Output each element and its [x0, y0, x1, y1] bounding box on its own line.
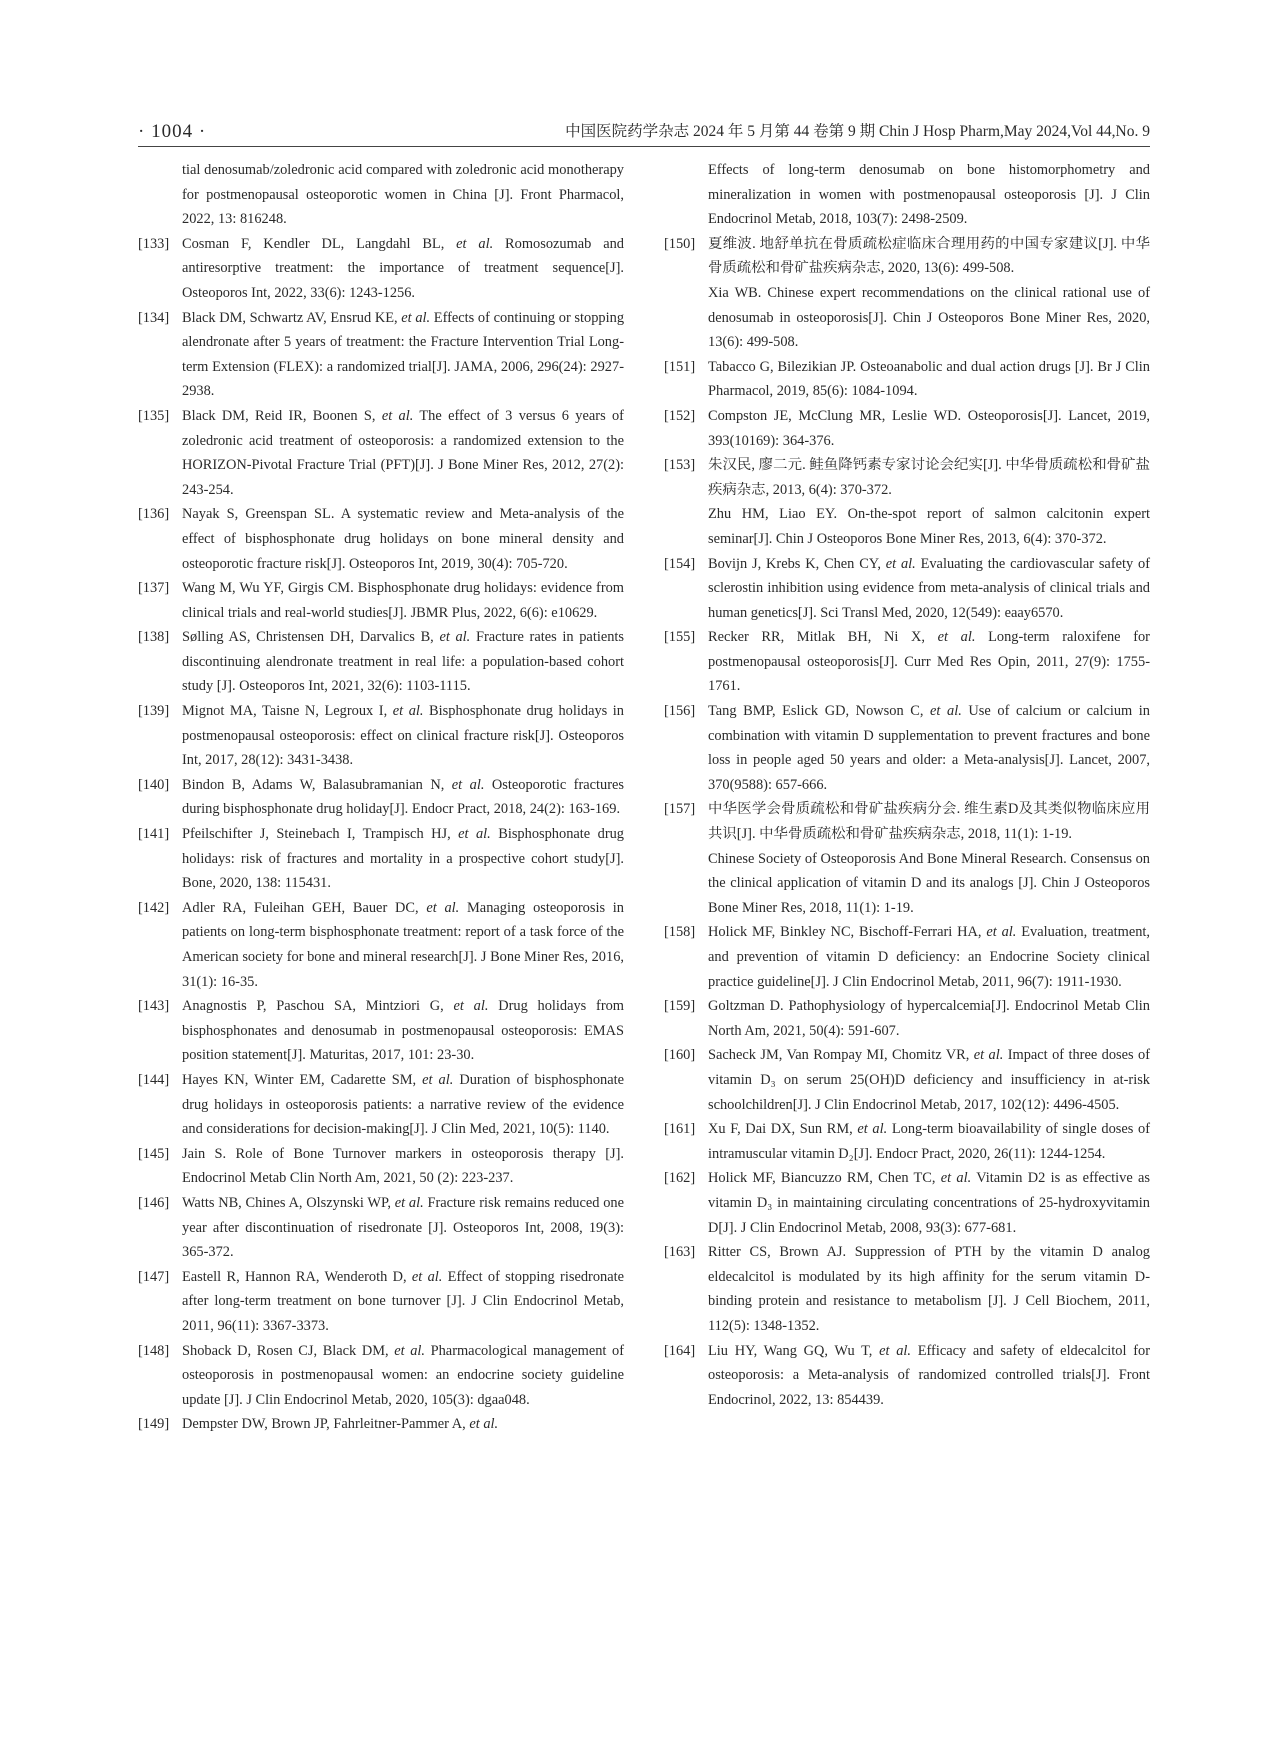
reference-number: [145] — [138, 1145, 170, 1162]
reference-text: Liu HY, Wang GQ, Wu T, et al. Efficacy and safety of eldecalcitol for osteoporosis: a Meta-analysis of randomized controlled trials[J]. Front Endocrinol, 2022, 13: 854439. — [708, 1342, 1150, 1408]
reference-item — [138, 625, 624, 699]
reference-item — [664, 232, 1150, 281]
reference-item — [138, 1412, 624, 1437]
reference-item — [664, 355, 1150, 404]
reference-item — [664, 797, 1150, 846]
right-column — [664, 158, 1150, 1412]
reference-number: [151] — [664, 358, 696, 375]
reference-item — [664, 1339, 1150, 1413]
reference-english-translation: Xia WB. Chinese expert recommendations on the clinical rational use of denosumab in osteoporosis[J]. Chin J Osteoporos Bone Miner Res, 2020, 13(6): 499-508. — [708, 284, 1150, 351]
reference-text: 夏维波. 地舒单抗在骨质疏松症临床合理用药的中国专家建议[J]. 中华骨质疏松和骨矿盐疾病杂志, 2020, 13(6): 499-508. — [708, 235, 1150, 277]
reference-text: Watts NB, Chines A, Olszynski WP, et al. Fracture risk remains reduced one year after discontinuation of risedronate [J]. Osteoporos Int, 2008, 19(3): 365-372. — [182, 1194, 624, 1261]
reference-list — [138, 232, 624, 1437]
reference-text: Dempster DW, Brown JP, Fahrleitner-Pammer A, et al. — [182, 1416, 499, 1433]
reference-number: [144] — [138, 1071, 170, 1088]
reference-number: [156] — [664, 703, 696, 720]
reference-item — [138, 1191, 624, 1265]
reference-text: Ritter CS, Brown AJ. Suppression of PTH by the vitamin D analog eldecalcitol is modulated by its high affinity for the serum vitamin D-binding protein and resistance to metabolism [J]. J Cell Biochem, 2011, 112(5): 1348-1352. — [708, 1244, 1150, 1334]
reference-number: [155] — [664, 629, 696, 646]
reference-text: Wang M, Wu YF, Girgis CM. Bisphosphonate drug holidays: evidence from clinical trials and real-world studies[J]. JBMR Plus, 2022, 6(6): e10629. — [182, 580, 624, 621]
reference-item — [138, 1142, 624, 1191]
reference-text: Holick MF, Biancuzzo RM, Chen TC, et al. Vitamin D2 is as effective as vitamin D₃ in maintaining circulating concentrations of 25-hydroxyvitamin D[J]. J Clin Endocrinol Metab, 2008, 93(3): 677-681. — [708, 1170, 1150, 1236]
reference-item — [664, 1166, 1150, 1240]
reference-number: [148] — [138, 1342, 170, 1359]
reference-item — [138, 502, 624, 576]
reference-text: Holick MF, Binkley NC, Bischoff-Ferrari HA, et al. Evaluation, treatment, and prevention of vitamin D deficiency: an Endocrine Society clinical practice guideline[J]. J Clin Endocrinol Metab, 2011, 96(7): 1911-1930. — [708, 924, 1150, 990]
reference-number: [154] — [664, 555, 696, 572]
reference-item — [138, 1265, 624, 1339]
reference-item — [138, 822, 624, 896]
reference-number: [138] — [138, 629, 170, 646]
reference-number: [164] — [664, 1342, 696, 1359]
reference-number: [157] — [664, 801, 696, 818]
reference-number: [140] — [138, 776, 170, 793]
reference-list — [664, 232, 1150, 1413]
reference-number: [149] — [138, 1416, 170, 1433]
reference-text: Mignot MA, Taisne N, Legroux I, et al. Bisphosphonate drug holidays in postmenopausal osteoporosis: effect on clinical fracture risk[J]. Osteoporos Int, 2017, 28(12): 3431-3438. — [182, 703, 625, 769]
reference-item — [664, 1240, 1150, 1338]
reference-english-translation: Chinese Society of Osteoporosis And Bone Mineral Research. Consensus on the clinical application of vitamin D and its analogs [J]. Chin J Osteoporos Bone Miner Res, 2018, 11(1): 1-19. — [708, 850, 1150, 916]
reference-item — [664, 404, 1150, 453]
reference-number: [159] — [664, 998, 696, 1015]
reference-number: [141] — [138, 826, 170, 843]
reference-text: 中华医学会骨质疏松和骨矿盐疾病分会. 维生素D及其类似物临床应用共识[J]. 中华骨质疏松和骨矿盐疾病杂志, 2018, 11(1): 1-19. — [708, 801, 1150, 843]
reference-text: Anagnostis P, Paschou SA, Mintziori G, et al. Drug holidays from bisphosphonates and denosumab in postmenopausal osteoporosis: EMAS position statement[J]. Maturitas, 2017, 101: 23-30. — [182, 998, 624, 1064]
reference-item — [138, 699, 624, 773]
reference-text: Sølling AS, Christensen DH, Darvalics B, et al. Fracture rates in patients discontinuing alendronate treatment in real life: a population-based cohort study [J]. Osteoporos Int, 2021, 32(6): 1103-1115. — [182, 629, 624, 695]
reference-number: [139] — [138, 703, 170, 720]
reference-text: Shoback D, Rosen CJ, Black DM, et al. Pharmacological management of osteoporosis in postmenopausal women: an endocrine society guideline update [J]. J Clin Endocrinol Metab, 2020, 105(3): dgaa048. — [182, 1342, 624, 1408]
reference-text: Goltzman D. Pathophysiology of hypercalcemia[J]. Endocrinol Metab Clin North Am, 2021, 50(4): 591-607. — [708, 998, 1150, 1039]
reference-item — [138, 404, 624, 502]
reference-item — [138, 232, 624, 306]
reference-item — [664, 1117, 1150, 1166]
reference-item — [664, 453, 1150, 502]
reference-text: 朱汉民, 廖二元. 鲑鱼降钙素专家讨论会纪实[J]. 中华骨质疏松和骨矿盐疾病杂志, 2013, 6(4): 370-372. — [708, 457, 1150, 498]
reference-number: [162] — [664, 1170, 696, 1187]
reference-text: Bovijn J, Krebs K, Chen CY, et al. Evaluating the cardiovascular safety of sclerostin inhibition using evidence from meta-analysis of clinical trials and human genetics[J]. Sci Transl Med, 2020, 12(549): eaay6570. — [708, 555, 1150, 621]
reference-number: [134] — [138, 309, 170, 326]
left-column — [138, 158, 624, 1437]
reference-item — [664, 625, 1150, 699]
reference-english-translation: Zhu HM, Liao EY. On-the-spot report of salmon calcitonin expert seminar[J]. Chin J Osteoporos Bone Miner Res, 2013, 6(4): 370-372. — [708, 506, 1150, 547]
reference-text: Compston JE, McClung MR, Leslie WD. Osteoporosis[J]. Lancet, 2019, 393(10169): 364-376. — [708, 407, 1150, 449]
reference-number: [161] — [664, 1121, 696, 1138]
reference-number: [163] — [664, 1244, 696, 1261]
page-header — [138, 120, 1150, 147]
reference-text: Tang BMP, Eslick GD, Nowson C, et al. Use of calcium or calcium in combination with vitamin D supplementation to prevent fractures and bone loss in people aged 50 years and older: a Meta-analysis[J]. Lancet, 2007, 370(9588): 657-666. — [708, 703, 1150, 793]
reference-text: Hayes KN, Winter EM, Cadarette SM, et al. Duration of bisphosphonate drug holidays in osteoporosis patients: a narrative review of the evidence and considerations for decision-making[J]. J Clin Med, 2021, 10(5): 1140. — [182, 1071, 625, 1138]
reference-item — [138, 994, 624, 1068]
reference-number: [152] — [664, 407, 696, 424]
reference-text: Black DM, Reid IR, Boonen S, et al. The effect of 3 versus 6 years of zoledronic acid treatment of osteoporosis: a randomized extension to the HORIZON-Pivotal Fracture Trial (PFT)[J]. J Bone Miner Res, 2012, 27(2): 243-254. — [182, 407, 624, 498]
reference-number: [146] — [138, 1194, 170, 1211]
reference-item — [138, 773, 624, 822]
reference-number: [147] — [138, 1268, 170, 1285]
reference-item — [664, 920, 1150, 994]
reference-text: Recker RR, Mitlak BH, Ni X, et al. Long-term raloxifene for postmenopausal osteoporosis[J]. Curr Med Res Opin, 2011, 27(9): 1755-1761. — [708, 629, 1150, 695]
reference-number: [143] — [138, 998, 170, 1015]
reference-item — [664, 552, 1150, 626]
reference-text: Adler RA, Fuleihan GEH, Bauer DC, et al. Managing osteoporosis in patients on long-term bisphosphonate treatment: report of a task force of the American society for bone and mineral research[J]. J Bone Miner Res, 2016, 31(1): 16-35. — [182, 899, 625, 990]
reference-text: Bindon B, Adams W, Balasubramanian N, et al. Osteoporotic fractures during bisphosphonate drug holiday[J]. Endocr Pract, 2018, 24(2): 163-169. — [182, 776, 624, 818]
reference-text: Jain S. Role of Bone Turnover markers in osteoporosis therapy [J]. Endocrinol Metab Clin North Am, 2021, 50 (2): 223-237. — [182, 1145, 624, 1187]
reference-text: Black DM, Schwartz AV, Ensrud KE, et al. Effects of continuing or stopping alendronate after 5 years of treatment: the Fracture Intervention Trial Long-term Extension (FLEX): a randomized trial[J]. JAMA, 2006, 296(24): 2927-2938. — [182, 309, 625, 400]
reference-text: Pfeilschifter J, Steinebach I, Trampisch HJ, et al. Bisphosphonate drug holidays: risk of fractures and mortality in a prospective cohort study[J]. Bone, 2020, 138: 115431. — [182, 826, 625, 892]
reference-continuation: Effects of long-term denosumab on bone histomorphometry and mineralization in women with postmenopausal osteoporosis [J]. J Clin Endocrinol Metab, 2018, 103(7): 2498-2509. — [708, 162, 1150, 228]
reference-item — [664, 1043, 1150, 1117]
reference-text: Sacheck JM, Van Rompay MI, Chomitz VR, et al. Impact of three doses of vitamin D₃ on serum 25(OH)D deficiency and insufficiency in at-risk schoolchildren[J]. J Clin Endocrinol Metab, 2017, 102(12): 4496-4505. — [708, 1047, 1151, 1113]
reference-number: [160] — [664, 1047, 696, 1064]
reference-text: Tabacco G, Bilezikian JP. Osteoanabolic and dual action drugs [J]. Br J Clin Pharmacol, 2019, 85(6): 1084-1094. — [708, 358, 1150, 400]
reference-number: [153] — [664, 457, 696, 474]
reference-number: [135] — [138, 407, 170, 424]
reference-text: Cosman F, Kendler DL, Langdahl BL, et al. Romosozumab and antiresorptive treatment: the importance of treatment sequence[J]. Osteoporos Int, 2022, 33(6): 1243-1256. — [182, 235, 624, 301]
reference-text: Xu F, Dai DX, Sun RM, et al. Long-term bioavailability of single doses of intramuscular vitamin D₂[J]. Endocr Pract, 2020, 26(11): 1244-1254. — [708, 1121, 1150, 1162]
reference-text: Nayak S, Greenspan SL. A systematic review and Meta-analysis of the effect of bisphosphonate drug holidays on bone mineral density and osteoporotic fracture risk[J]. Osteoporos Int, 2019, 30(4): 705-720. — [182, 506, 624, 572]
reference-continuation: tial denosumab/zoledronic acid compared with zoledronic acid monotherapy for postmenopausal osteoporotic women in China [J]. Front Pharmacol, 2022, 13: 816248. — [182, 162, 624, 228]
reference-item — [138, 306, 624, 404]
reference-number: [133] — [138, 235, 170, 252]
reference-item — [138, 896, 624, 994]
reference-item — [138, 1339, 624, 1413]
reference-number: [158] — [664, 924, 696, 941]
reference-item — [664, 699, 1150, 797]
reference-number: [137] — [138, 580, 170, 597]
running-head: 中国医院药学杂志 2024 年 5 月第 44 卷第 9 期 Chin J Hosp Pharm,May 2024,Vol 44,No. 9 — [565, 123, 1150, 140]
reference-item — [138, 576, 624, 625]
reference-number: [150] — [664, 235, 696, 252]
page-number: · 1004 · — [138, 121, 207, 142]
reference-item — [138, 1068, 624, 1142]
reference-number: [142] — [138, 899, 170, 916]
reference-item — [664, 994, 1150, 1043]
reference-text: Eastell R, Hannon RA, Wenderoth D, et al. Effect of stopping risedronate after long-term treatment on bone turnover [J]. J Clin Endocrinol Metab, 2011, 96(11): 3367-3373. — [182, 1268, 624, 1334]
reference-number: [136] — [138, 506, 170, 523]
